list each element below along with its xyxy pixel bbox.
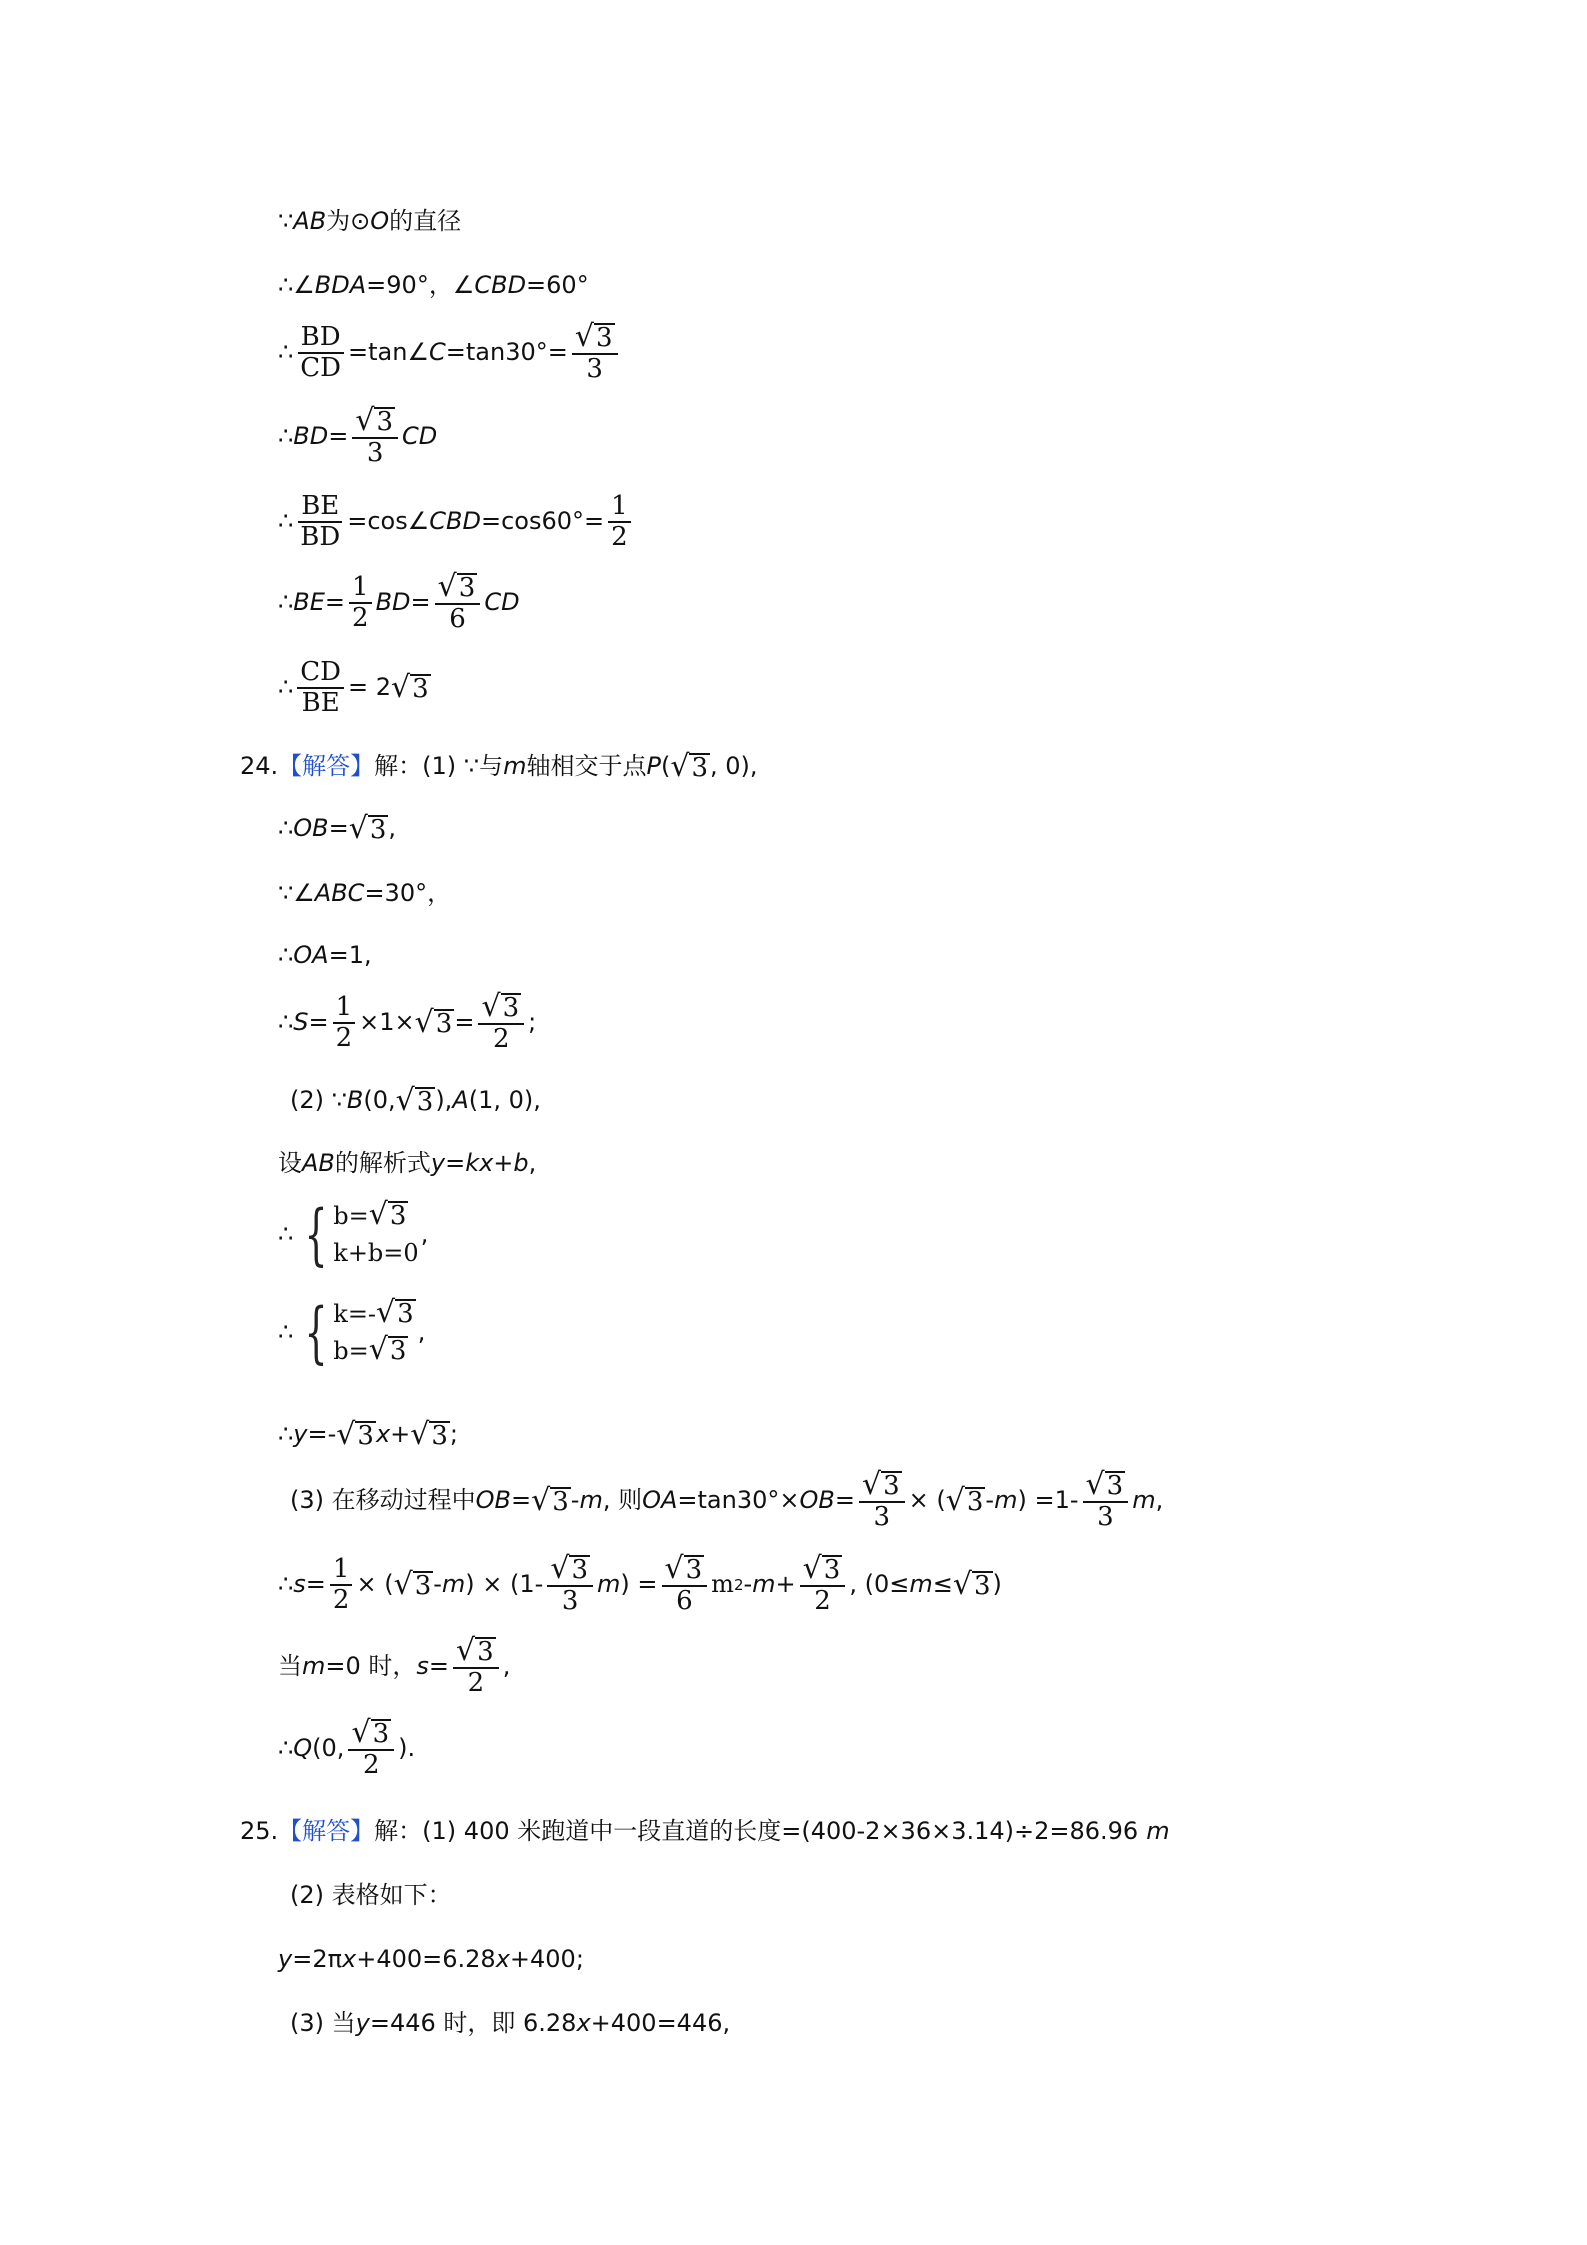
sqrt: √ 3 xyxy=(574,319,613,354)
text: × ( xyxy=(356,1570,394,1599)
text: =90°，∠ xyxy=(366,271,475,299)
text: + xyxy=(775,1570,796,1599)
var: OA xyxy=(642,1486,678,1515)
var: CBD xyxy=(474,271,527,299)
sqrt-arg: 3 xyxy=(389,1335,407,1366)
fraction xyxy=(608,492,631,552)
line-8 xyxy=(240,749,758,784)
sqrt-arg: 3 xyxy=(685,1554,703,1585)
numerator: √ 3 xyxy=(800,1554,846,1587)
var: m xyxy=(909,1570,933,1599)
text: (2) 表格如下： xyxy=(290,1881,452,1909)
line-16 xyxy=(278,1296,425,1370)
line-11 xyxy=(278,942,372,970)
text: =60° xyxy=(526,271,589,299)
var: A xyxy=(452,1086,469,1115)
var: C xyxy=(428,338,446,367)
text: = xyxy=(454,1008,475,1037)
sqrt: √ 3 xyxy=(391,670,429,706)
line-9 xyxy=(278,811,397,846)
text: - xyxy=(743,1570,753,1599)
sqrt: √ 3 xyxy=(670,749,708,784)
text: + xyxy=(390,1420,411,1449)
text: ∴ xyxy=(278,941,294,969)
text: , (0≤ xyxy=(849,1570,910,1599)
sqrt-arg: 3 xyxy=(414,1570,432,1601)
sqrt-arg: 3 xyxy=(883,1470,900,1501)
fraction xyxy=(662,1551,708,1617)
numerator xyxy=(572,319,618,355)
text: , xyxy=(420,1220,429,1249)
text: 解：(1) ∵与 xyxy=(374,752,504,781)
denominator: BE xyxy=(301,688,340,719)
text: ). xyxy=(398,1734,416,1763)
fraction xyxy=(348,1715,394,1781)
sqrt-arg: 3 xyxy=(397,1298,414,1329)
text: ) xyxy=(992,1570,1002,1599)
var: OA xyxy=(293,941,329,969)
text: 的直径 xyxy=(389,207,462,235)
text: ; xyxy=(528,1008,537,1037)
sqrt: √ 3 xyxy=(410,1417,448,1452)
sqrt-arg: 3 xyxy=(571,1554,588,1585)
text: = xyxy=(305,1570,326,1599)
system-row: b= √ 3 xyxy=(333,1332,407,1368)
sqrt: √ 3 xyxy=(414,1005,453,1041)
text: ∴ xyxy=(278,1220,294,1249)
var: ABC xyxy=(314,879,365,907)
text: 设 xyxy=(278,1149,302,1177)
numerator: BE xyxy=(298,492,342,523)
denominator: 2 xyxy=(335,1023,353,1054)
var: m xyxy=(597,1570,621,1599)
line-24 xyxy=(278,1946,584,1974)
var: BD xyxy=(375,588,411,617)
sqrt-arg: 3 xyxy=(823,1554,841,1585)
line-21 xyxy=(278,1715,416,1781)
text: =cos60°= xyxy=(480,507,605,536)
var: m xyxy=(1146,1817,1170,1845)
text: = xyxy=(308,1008,329,1037)
sqrt: √ 3 xyxy=(945,1483,984,1519)
var: P xyxy=(646,752,661,781)
var: m xyxy=(752,1570,776,1599)
numerator: CD xyxy=(297,658,344,689)
text: +400=6.28 xyxy=(356,1945,496,1973)
sqrt-arg: 3 xyxy=(389,1200,407,1231)
line-13 xyxy=(290,1083,541,1118)
fraction xyxy=(572,319,618,385)
var: m xyxy=(994,1486,1018,1515)
text: =1, xyxy=(328,941,372,969)
fraction xyxy=(297,323,344,383)
sqrt: √ 3 xyxy=(348,811,387,846)
var: y xyxy=(278,1945,293,1973)
var: m xyxy=(579,1486,603,1515)
text: ∴ xyxy=(278,673,294,702)
text: , xyxy=(502,1652,511,1681)
text: (3) 在移动过程中 xyxy=(290,1486,476,1515)
text: ∴ xyxy=(278,814,294,843)
var: CD xyxy=(484,588,520,617)
line-7 xyxy=(278,658,431,718)
text: ∴∠ xyxy=(278,271,315,299)
text: (0, xyxy=(363,1086,396,1115)
line-6 xyxy=(278,569,520,635)
equation-system: { b= √ 3 k+b=0 xyxy=(304,1196,419,1274)
text: =tan30°× xyxy=(677,1486,800,1515)
var: BE xyxy=(293,588,325,617)
sqrt: √ 3 xyxy=(395,1083,434,1118)
text: , xyxy=(417,1318,426,1347)
text: ∴ xyxy=(278,1570,294,1599)
denominator: 2 xyxy=(363,1750,380,1781)
var: x xyxy=(576,2009,591,2037)
text: ), xyxy=(435,1086,453,1115)
denominator: BD xyxy=(300,522,341,553)
sqrt-arg: 3 xyxy=(966,1486,984,1517)
numerator: √ 3 xyxy=(348,1718,394,1751)
var: BDA xyxy=(314,271,367,299)
sqrt: √ 3 xyxy=(531,1483,569,1519)
text: =30°， xyxy=(364,879,452,907)
text: ) = xyxy=(620,1570,658,1599)
fraction xyxy=(800,1551,846,1617)
denominator: CD xyxy=(300,353,342,384)
text: =2π xyxy=(292,1945,343,1973)
fraction xyxy=(330,1555,353,1615)
numerator: √ 3 xyxy=(453,1636,499,1669)
numerator: BD xyxy=(298,323,344,354)
sqrt: √ 3 xyxy=(336,1417,374,1452)
text: 解：(1) 400 米跑道中一段直道的长度=(400-2×36×3.14)÷2=86.96 xyxy=(374,1817,1139,1845)
text: ∴ xyxy=(278,1734,294,1763)
text: =tan∠ xyxy=(348,338,429,367)
var: OB xyxy=(799,1486,835,1515)
text: = xyxy=(410,588,431,617)
denominator: 2 xyxy=(352,603,369,634)
system-row: b= √ 3 xyxy=(333,1197,407,1232)
var: m xyxy=(1132,1486,1156,1515)
var: x xyxy=(375,1420,391,1449)
question-number: 25. xyxy=(240,1817,279,1845)
denominator: 2 xyxy=(493,1024,510,1055)
line-3 xyxy=(278,319,622,385)
var: m xyxy=(503,752,527,781)
fraction xyxy=(478,989,524,1055)
text: ∴ xyxy=(278,1420,294,1449)
text: , xyxy=(1155,1486,1164,1515)
denominator: 6 xyxy=(676,1586,693,1617)
text: 当 xyxy=(278,1652,302,1681)
line-1 xyxy=(278,208,461,236)
numerator: √ 3 xyxy=(1083,1470,1129,1503)
text: = xyxy=(428,1652,450,1681)
system-row: k=- √ 3 xyxy=(333,1295,414,1330)
line-19: ∴ s = $\frac{1}{2}$ × ( √ 3 - m ) × (1- √ 3 3 m ) = √ 3 6 m 2 - m + √ 3 2 , (0≤ m ≤ √ 3 ) xyxy=(278,1551,1002,1617)
text: ( xyxy=(660,752,671,781)
var: S xyxy=(293,1008,309,1037)
numerator: √ 3 xyxy=(478,992,524,1025)
text: (3) 当 xyxy=(290,2009,356,2037)
text: ∴ xyxy=(278,588,294,617)
var: y=kx+b xyxy=(430,1149,529,1177)
text: = 2 xyxy=(348,673,392,702)
sqrt-arg: 3 xyxy=(1106,1470,1124,1501)
denominator: 6 xyxy=(449,604,466,635)
var: Q xyxy=(293,1734,313,1763)
var: x xyxy=(342,1945,357,1973)
text: , xyxy=(388,814,397,843)
text: =tan30°= xyxy=(445,338,568,367)
sqrt: √ 3 xyxy=(952,1567,991,1603)
text: , 0), xyxy=(710,752,758,781)
line-18 xyxy=(290,1467,1164,1533)
var: y xyxy=(293,1420,308,1449)
numerator: √ 3 xyxy=(859,1470,905,1503)
line-20 xyxy=(278,1633,511,1699)
var: s xyxy=(416,1652,429,1681)
text: ≤ xyxy=(932,1570,953,1599)
text: +400=446, xyxy=(590,2009,731,2037)
line-4 xyxy=(278,403,438,469)
sqrt-arg: 3 xyxy=(502,992,520,1023)
fraction xyxy=(297,492,343,552)
line-2 xyxy=(278,272,589,300)
var: OB xyxy=(293,814,329,843)
sqrt-arg: 3 xyxy=(458,572,476,603)
text: ) × (1- xyxy=(465,1570,544,1599)
denominator: 2 xyxy=(467,1668,485,1699)
fraction xyxy=(352,403,398,469)
text: 为⊙ xyxy=(326,207,371,235)
numerator: 1 xyxy=(333,993,356,1024)
line-14 xyxy=(278,1150,536,1178)
numerator: 1 xyxy=(608,492,631,523)
text: 轴相交于点 xyxy=(526,752,647,781)
text: ; xyxy=(449,1420,459,1449)
sqrt-arg: 3 xyxy=(973,1570,991,1601)
answer-tag: 【解答】 xyxy=(278,752,375,781)
denominator: 3 xyxy=(366,438,384,469)
text: = xyxy=(328,422,349,451)
denominator: 3 xyxy=(1097,1502,1114,1533)
answer-tag: 【解答】 xyxy=(278,1817,375,1845)
text: = xyxy=(328,814,349,843)
var: OB xyxy=(475,1486,511,1515)
var: B xyxy=(346,1086,364,1115)
line-15 xyxy=(278,1198,428,1272)
sqrt-arg: 3 xyxy=(477,1636,494,1667)
var: m xyxy=(302,1652,326,1681)
sqrt-arg: 3 xyxy=(372,1718,390,1749)
system-row: k+b=0 xyxy=(333,1239,419,1268)
denominator: 2 xyxy=(814,1586,831,1617)
var: m xyxy=(711,1570,734,1599)
text: - xyxy=(985,1486,995,1515)
sqrt-arg: 3 xyxy=(357,1420,374,1451)
denominator: 2 xyxy=(332,1585,350,1616)
line-22 xyxy=(240,1818,1170,1846)
line-12 xyxy=(278,989,537,1055)
sqrt-arg: 3 xyxy=(431,1420,448,1451)
denominator: 3 xyxy=(561,1586,579,1617)
question-number: 24. xyxy=(240,752,279,781)
text: =cos∠ xyxy=(347,507,430,536)
text: (2) ∵ xyxy=(290,1086,347,1115)
fraction xyxy=(333,993,356,1053)
fraction xyxy=(547,1551,593,1617)
text: , xyxy=(528,1149,537,1177)
equation-system: { k=- √ 3 b= √ 3 xyxy=(304,1294,414,1372)
text: ) =1- xyxy=(1017,1486,1079,1515)
numerator: √ 3 xyxy=(352,406,398,439)
line-10 xyxy=(278,880,451,908)
denominator: 3 xyxy=(586,354,603,385)
denominator: 2 xyxy=(611,522,628,553)
sqrt: √ 3 xyxy=(393,1567,432,1603)
var: CD xyxy=(402,422,438,451)
fraction xyxy=(297,658,344,718)
text: = xyxy=(510,1486,532,1515)
text: - xyxy=(433,1570,442,1599)
fraction xyxy=(859,1467,905,1533)
text: ∵∠ xyxy=(278,879,315,907)
text: 的解析式 xyxy=(334,1149,431,1177)
sqrt-arg: 3 xyxy=(552,1486,569,1517)
fraction xyxy=(349,573,372,633)
var: s xyxy=(293,1570,306,1599)
fraction xyxy=(453,1633,499,1699)
text: = xyxy=(834,1486,855,1515)
text: =0 时， xyxy=(325,1652,417,1681)
text: ∴ xyxy=(278,338,294,367)
numerator: 1 xyxy=(349,573,372,604)
text: ∵ xyxy=(278,207,294,235)
var: AB xyxy=(293,207,327,235)
sqrt-arg: 3 xyxy=(412,673,429,704)
numerator: √ 3 xyxy=(662,1554,708,1587)
sqrt-arg: 3 xyxy=(435,1008,453,1039)
line-23 xyxy=(290,1882,452,1910)
sqrt-arg: 3 xyxy=(416,1086,434,1117)
text: (0, xyxy=(312,1734,345,1763)
numerator: 1 xyxy=(330,1555,353,1586)
sqrt-arg: 3 xyxy=(595,322,613,353)
line-17 xyxy=(278,1417,459,1452)
var: O xyxy=(370,207,390,235)
text: =- xyxy=(307,1420,337,1449)
var: y xyxy=(355,2009,370,2037)
fraction xyxy=(1083,1467,1129,1533)
text: ∴ xyxy=(278,507,294,536)
text: ×1× xyxy=(359,1008,415,1037)
text: +400; xyxy=(509,1945,584,1973)
numerator: √ 3 xyxy=(435,572,481,605)
text: = xyxy=(324,588,346,617)
sqrt-arg: 3 xyxy=(369,814,387,845)
var: x xyxy=(495,1945,510,1973)
text: - xyxy=(570,1486,580,1515)
sqrt-arg: 3 xyxy=(376,406,394,437)
var: m xyxy=(441,1570,466,1599)
var: CBD xyxy=(429,507,481,536)
text: =446 时，即 6.28 xyxy=(369,2009,577,2037)
denominator: 3 xyxy=(873,1502,891,1533)
text: × ( xyxy=(908,1486,946,1515)
numerator: √ 3 xyxy=(547,1554,593,1587)
var: BD xyxy=(293,422,329,451)
text: ∴ xyxy=(278,1008,294,1037)
fraction xyxy=(435,569,481,635)
text: (1, 0), xyxy=(468,1086,541,1115)
line-25 xyxy=(290,2010,730,2038)
sqrt-arg: 3 xyxy=(691,752,708,783)
text: ∴ xyxy=(278,1318,294,1347)
text: , 则 xyxy=(602,1486,643,1515)
line-5 xyxy=(278,492,635,552)
var: AB xyxy=(302,1149,335,1177)
text: ∴ xyxy=(278,422,294,451)
